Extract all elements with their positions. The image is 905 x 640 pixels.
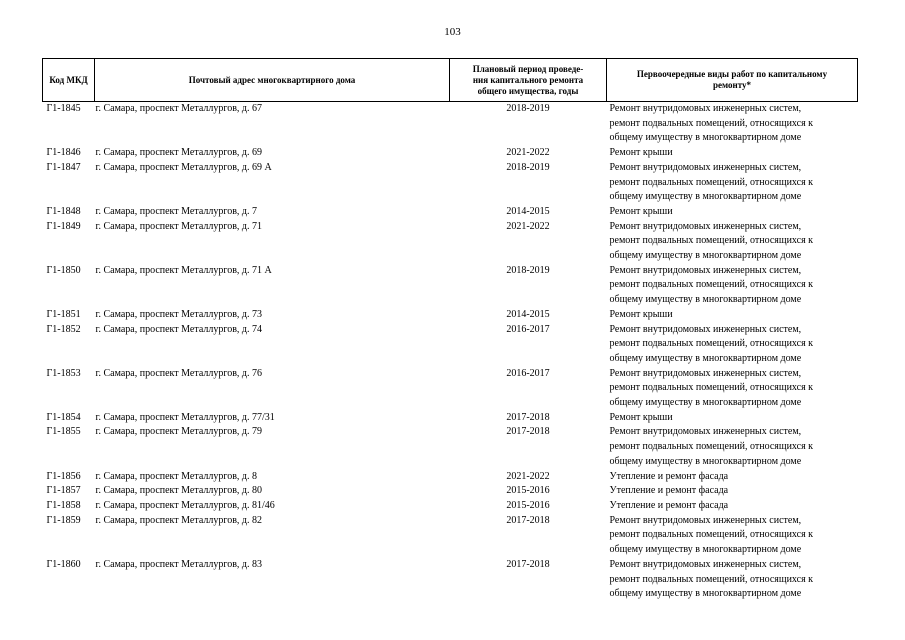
- repair-works-cell: [607, 161, 858, 205]
- repair-works-cell: [607, 367, 858, 411]
- table-row: [43, 161, 858, 205]
- repair-works-line: общему имуществу в многоквартирном доме: [609, 191, 802, 203]
- repair-works-line: общему имуществу в многоквартирном доме: [609, 455, 802, 467]
- table-row: [43, 323, 858, 367]
- header-period-line: Плановый период проведе-: [472, 63, 584, 74]
- repair-works-cell: [607, 514, 858, 558]
- repair-works-cell: [607, 205, 858, 220]
- repair-works-cell: [607, 499, 858, 514]
- table-row: [43, 514, 858, 558]
- repair-works-cell: [607, 558, 858, 602]
- building-code-cell: Г1-1857: [46, 485, 81, 497]
- postal-address-cell: г. Самара, проспект Металлургов, д. 71: [95, 220, 263, 232]
- repair-works-line: ремонт подвальных помещений, относящихся к: [609, 235, 814, 247]
- header-works-line: Первоочередные виды работ по капитальному: [636, 69, 828, 79]
- repair-works-line: Ремонт внутридомовых инженерных систем,: [609, 426, 802, 438]
- repair-works-line: Ремонт крыши: [609, 147, 673, 159]
- repair-works-cell: [607, 308, 858, 323]
- repair-works-line: ремонт подвальных помещений, относящихся к: [609, 573, 814, 585]
- repair-works-line: ремонт подвальных помещений, относящихся к: [609, 176, 814, 188]
- table-header: [43, 59, 858, 102]
- repair-works-cell: [607, 484, 858, 499]
- postal-address-cell: г. Самара, проспект Металлургов, д. 80: [95, 485, 263, 497]
- building-code-cell: Г1-1849: [46, 220, 81, 232]
- repair-works-line: Ремонт внутридомовых инженерных систем,: [609, 323, 802, 335]
- repair-works-line: общему имуществу в многоквартирном доме: [609, 132, 802, 144]
- postal-address-cell: г. Самара, проспект Металлургов, д. 82: [95, 514, 263, 526]
- repair-works-line: ремонт подвальных помещений, относящихся к: [609, 382, 814, 394]
- postal-address-cell: г. Самара, проспект Металлургов, д. 8: [95, 470, 258, 482]
- header-works-line: ремонту*: [713, 80, 751, 90]
- repair-period-cell: 2021-2022: [506, 147, 550, 159]
- repair-works-line: Ремонт внутридомовых инженерных систем,: [609, 220, 802, 232]
- repair-period-cell: 2018-2019: [506, 103, 550, 114]
- repair-works-line: Утепление и ремонт фасада: [609, 470, 729, 482]
- building-code-cell: Г1-1848: [46, 205, 81, 217]
- table-row: [43, 308, 858, 323]
- repair-works-line: общему имуществу в многоквартирном доме: [609, 294, 802, 306]
- postal-address-cell: г. Самара, проспект Металлургов, д. 69: [95, 147, 263, 159]
- repair-works-line: Ремонт внутридомовых инженерных систем,: [609, 161, 802, 173]
- repair-period-cell: 2017-2018: [506, 411, 550, 423]
- postal-address-cell: г. Самара, проспект Металлургов, д. 79: [95, 426, 263, 438]
- table-row: [43, 205, 858, 220]
- header-works: [607, 59, 858, 102]
- repair-period-cell: 2017-2018: [506, 514, 550, 526]
- building-code-cell: Г1-1856: [46, 470, 81, 482]
- postal-address-cell: г. Самара, проспект Металлургов, д. 67: [95, 103, 263, 114]
- repair-works-line: общему имуществу в многоквартирном доме: [609, 544, 802, 556]
- postal-address-cell: г. Самара, проспект Металлургов, д. 76: [95, 367, 263, 379]
- table-row: [43, 220, 858, 264]
- table-row: [43, 499, 858, 514]
- repair-period-cell: 2017-2018: [506, 426, 550, 438]
- repair-period-cell: 2014-2015: [506, 205, 550, 217]
- repair-period-cell: 2015-2016: [506, 485, 550, 497]
- repair-works-cell: [607, 425, 858, 469]
- repair-works-line: Ремонт внутридомовых инженерных систем,: [609, 367, 802, 379]
- repair-works-cell: [607, 411, 858, 426]
- repair-works-line: общему имуществу в многоквартирном доме: [609, 250, 802, 262]
- repair-period-cell: 2015-2016: [506, 499, 550, 511]
- repair-works-line: Ремонт крыши: [609, 411, 673, 423]
- repair-works-line: Ремонт внутридомовых инженерных систем,: [609, 558, 802, 570]
- postal-address-cell: г. Самара, проспект Металлургов, д. 83: [95, 558, 263, 570]
- repair-works-cell: [607, 323, 858, 367]
- repair-period-cell: 2021-2022: [506, 470, 550, 482]
- header-row: [43, 59, 858, 102]
- table-row: [43, 102, 858, 147]
- repair-works-cell: [607, 220, 858, 264]
- header-period-line: ния капитального ремонта: [472, 74, 584, 85]
- repair-period-cell: 2018-2019: [506, 264, 550, 276]
- postal-address-cell: г. Самара, проспект Металлургов, д. 71 А: [95, 264, 272, 276]
- building-code-cell: Г1-1853: [46, 367, 81, 379]
- postal-address-cell: г. Самара, проспект Металлургов, д. 74: [95, 323, 263, 335]
- repair-works-line: Ремонт внутридомовых инженерных систем,: [609, 514, 802, 526]
- postal-address-cell: г. Самара, проспект Металлургов, д. 81/46: [95, 499, 275, 511]
- repair-works-line: Утепление и ремонт фасада: [609, 485, 729, 497]
- repair-period-cell: 2016-2017: [506, 367, 550, 379]
- building-code-cell: Г1-1860: [46, 558, 81, 570]
- header-period: [450, 59, 607, 102]
- repair-period-cell: 2014-2015: [506, 308, 550, 320]
- repair-works-line: ремонт подвальных помещений, относящихся к: [609, 529, 814, 541]
- table-row: [43, 470, 858, 485]
- header-code: Код МКД: [43, 59, 95, 102]
- postal-address-cell: г. Самара, проспект Металлургов, д. 73: [95, 308, 263, 320]
- repair-works-line: Ремонт внутридомовых инженерных систем,: [609, 103, 802, 114]
- building-code-cell: Г1-1854: [46, 411, 81, 423]
- building-code-cell: Г1-1858: [46, 499, 81, 511]
- repair-works-line: общему имуществу в многоквартирном доме: [609, 352, 802, 364]
- repair-works-line: Утепление и ремонт фасада: [609, 499, 729, 511]
- table-row: [43, 411, 858, 426]
- table-row: [43, 146, 858, 161]
- repair-period-cell: 2018-2019: [506, 161, 550, 173]
- repair-works-cell: [607, 146, 858, 161]
- building-code-cell: Г1-1851: [46, 308, 81, 320]
- repair-period-cell: 2021-2022: [506, 220, 550, 232]
- table-row: [43, 425, 858, 469]
- repair-works-line: общему имуществу в многоквартирном доме: [609, 588, 802, 600]
- table-row: [43, 558, 858, 602]
- building-code-cell: Г1-1850: [46, 264, 81, 276]
- housing-registry-table: [42, 58, 858, 602]
- page-number: 103: [444, 26, 461, 38]
- table-body: [43, 102, 858, 602]
- building-code-cell: Г1-1859: [46, 514, 81, 526]
- repair-works-line: Ремонт крыши: [609, 308, 673, 320]
- repair-works-line: ремонт подвальных помещений, относящихся к: [609, 441, 814, 453]
- table-row: [43, 484, 858, 499]
- repair-works-line: Ремонт внутридомовых инженерных систем,: [609, 264, 802, 276]
- postal-address-cell: г. Самара, проспект Металлургов, д. 69 А: [95, 161, 272, 173]
- repair-works-cell: [607, 102, 858, 147]
- repair-period-cell: 2016-2017: [506, 323, 550, 335]
- repair-works-line: Ремонт крыши: [609, 205, 673, 217]
- repair-period-cell: 2017-2018: [506, 558, 550, 570]
- repair-works-cell: [607, 264, 858, 308]
- repair-works-line: ремонт подвальных помещений, относящихся к: [609, 338, 814, 350]
- repair-works-line: ремонт подвальных помещений, относящихся к: [609, 117, 814, 129]
- repair-works-cell: [607, 470, 858, 485]
- repair-works-line: общему имуществу в многоквартирном доме: [609, 397, 802, 409]
- repair-works-line: ремонт подвальных помещений, относящихся к: [609, 279, 814, 291]
- header-period-line: общего имущества, годы: [477, 85, 579, 96]
- table-row: [43, 367, 858, 411]
- building-code-cell: Г1-1847: [46, 161, 81, 173]
- postal-address-cell: г. Самара, проспект Металлургов, д. 7: [95, 205, 258, 217]
- header-address: Почтовый адрес многоквартирного дома: [95, 59, 450, 102]
- table-row: [43, 264, 858, 308]
- postal-address-cell: г. Самара, проспект Металлургов, д. 77/31: [95, 411, 275, 423]
- building-code-cell: Г1-1852: [46, 323, 81, 335]
- building-code-cell: Г1-1846: [46, 147, 81, 159]
- building-code-cell: Г1-1855: [46, 426, 81, 438]
- building-code-cell: Г1-1845: [46, 103, 81, 114]
